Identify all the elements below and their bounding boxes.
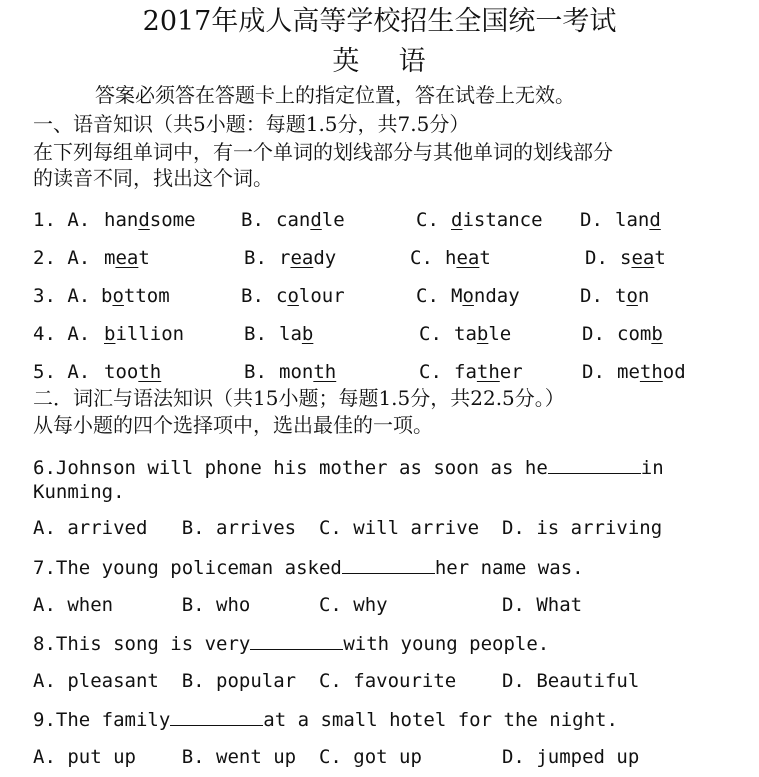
section2-instruction: 从每小题的四个选择项中，选出最佳的一项。 — [33, 413, 433, 437]
option-b-label: B. — [244, 247, 267, 269]
option-d-label: D. — [580, 285, 603, 307]
question-number: 5. A. — [33, 361, 91, 383]
option-c: heat — [445, 247, 491, 269]
section2-heading: 二．词汇与语法知识（共15小题；每题1.5分，共22.5分。） — [33, 386, 565, 410]
question-options: A. pleasant B. popular C. favourite D. Beautiful — [33, 670, 640, 692]
option-d-label: D. — [582, 323, 605, 345]
option-d-label: D. — [580, 209, 603, 231]
question-options: A. put up B. went up C. got up D. jumped up — [33, 746, 640, 768]
option-b: lab — [279, 323, 314, 345]
option-a: meat — [104, 247, 150, 269]
option-b: candle — [276, 209, 345, 231]
option-d: method — [617, 361, 686, 383]
option-d-label: D. — [582, 361, 605, 383]
exam-title: 2017年成人高等学校招生全国统一考试 — [142, 6, 617, 37]
answer-blank — [342, 558, 435, 574]
option-b-label: B. — [244, 323, 267, 345]
section1-instruction-line1: 在下列每组单词中，有一个单词的划线部分与其他单词的划线部分 — [33, 140, 613, 164]
option-c: table — [454, 323, 512, 345]
option-c-label: C. — [419, 323, 442, 345]
option-b: ready — [279, 247, 337, 269]
option-c-label: C. — [416, 209, 439, 231]
section1-heading: 一、语音知识（共5小题：每题1.5分，共7.5分） — [33, 112, 470, 136]
subject-title: 英 语 — [332, 46, 427, 77]
option-c: father — [454, 361, 523, 383]
answer-blank — [170, 710, 263, 726]
question-stem: 7.The young policeman asked her name was. — [33, 557, 584, 579]
answer-blank — [250, 634, 343, 650]
option-c-label: C. — [419, 361, 442, 383]
option-a: handsome — [104, 209, 196, 231]
option-b-label: B. — [241, 209, 264, 231]
option-d-label: D. — [585, 247, 608, 269]
section1-instruction-line2: 的读音不同，找出这个词。 — [33, 166, 273, 190]
option-b: colour — [276, 285, 345, 307]
option-b: month — [279, 361, 337, 383]
option-d: seat — [620, 247, 666, 269]
question-stem-continued: Kunming. — [33, 481, 125, 503]
option-d: ton — [615, 285, 650, 307]
option-d: comb — [617, 323, 663, 345]
option-d: land — [615, 209, 661, 231]
question-number: 3. A. — [33, 285, 91, 307]
option-c: Monday — [451, 285, 520, 307]
question-number: 2. A. — [33, 247, 91, 269]
option-c-label: C. — [410, 247, 433, 269]
option-a: bottom — [101, 285, 170, 307]
exam-notice: 答案必须答在答题卡上的指定位置，答在试卷上无效。 — [95, 83, 575, 107]
option-b-label: B. — [241, 285, 264, 307]
question-number: 1. A. — [33, 209, 91, 231]
option-a: billion — [104, 323, 185, 345]
question-options: A. when B. who C. why D. What — [33, 594, 583, 616]
answer-blank — [548, 458, 641, 474]
question-options: A. arrived B. arrives C. will arrive D. is arriving — [33, 517, 663, 539]
question-stem: 8.This song is very with young people. — [33, 633, 550, 655]
question-stem: 9.The family at a small hotel for the night. — [33, 709, 618, 731]
option-b-label: B. — [244, 361, 267, 383]
question-number: 4. A. — [33, 323, 91, 345]
option-a: tooth — [104, 361, 162, 383]
option-c: distance — [451, 209, 543, 231]
question-stem: 6.Johnson will phone his mother as soon as he in — [33, 457, 664, 479]
option-c-label: C. — [416, 285, 439, 307]
